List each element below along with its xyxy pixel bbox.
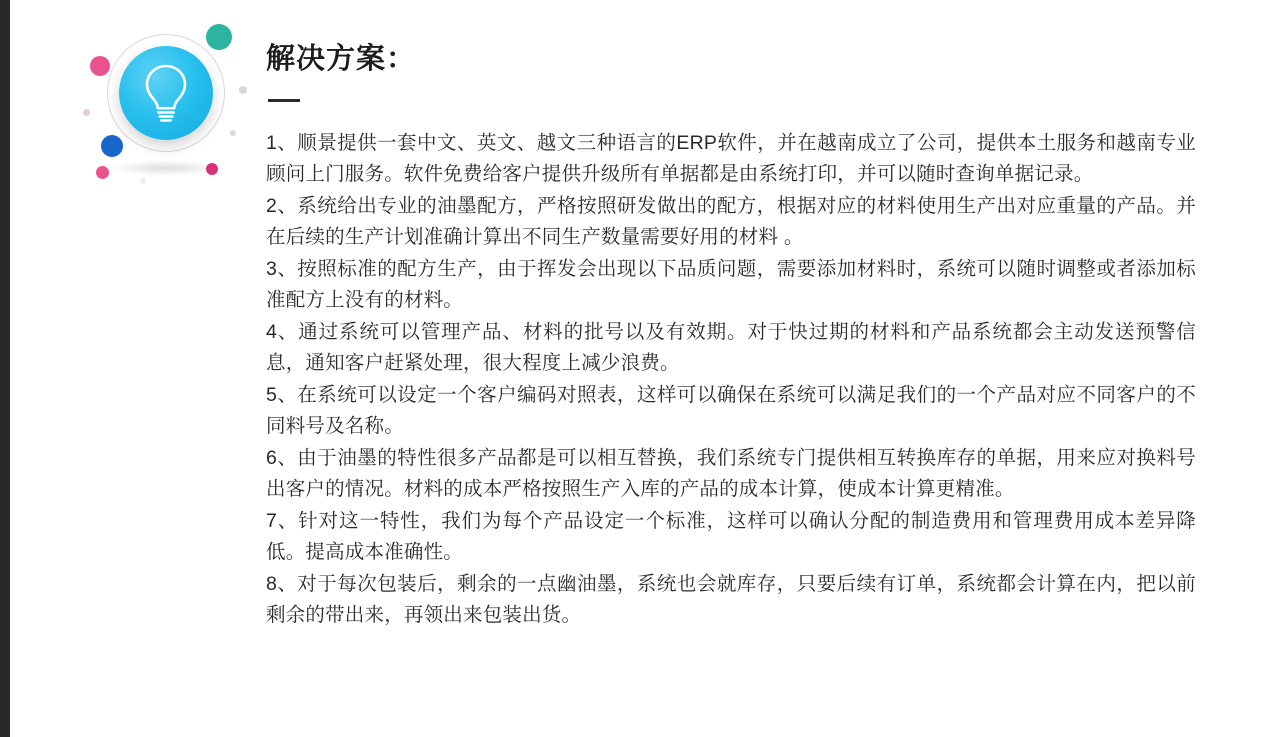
list-item: 8、对于每次包装后，剩余的一点幽油墨，系统也会就库存，只要后续有订单，系统都会计算在内，把以前剩余的带出来，再领出来包装出货。 [266, 572, 1196, 626]
list-item: 1、顺景提供一套中文、英文、越文三种语言的ERP软件，并在越南成立了公司，提供本土服务和越南专业顾问上门服务。软件免费给客户提供升级所有单据都是由系统打印，并可以随时查询单据记录。 [266, 131, 1196, 185]
list-item: 5、在系统可以设定一个客户编码对照表，这样可以确保在系统可以满足我们的一个产品对应不同客户的不同料号及名称。 [266, 383, 1196, 437]
title-underline [268, 99, 300, 102]
decorative-dot-teal [206, 24, 232, 50]
list-item: 2、系统给出专业的油墨配方，严格按照研发做出的配方，根据对应的材料使用生产出对应重量的产品。并在后续的生产计划准确计算出不同生产数量需要好用的材料 。 [266, 194, 1196, 248]
list-item: 6、由于油墨的特性很多产品都是可以相互替换，我们系统专门提供相互转换库存的单据，用来应对换料号出客户的情况。材料的成本严格按照生产入库的产品的成本计算，使成本计算更精准。 [266, 446, 1196, 500]
decorative-dot-magenta [206, 163, 218, 175]
content-column [266, 42, 1196, 632]
lightbulb-icon [119, 46, 213, 140]
decorative-dot-grey-4 [140, 178, 146, 184]
page-title: 解决方案： [266, 43, 417, 75]
decorative-dot-grey-1 [83, 109, 90, 116]
list-item: 7、针对这一特性，我们为每个产品设定一个标准，这样可以确认分配的制造费用和管理费用成本差异降低。提高成本准确性。 [266, 509, 1196, 563]
lightbulb-illustration [78, 18, 254, 184]
list-item: 3、按照标准的配方生产，由于挥发会出现以下品质问题，需要添加材料时，系统可以随时调整或者添加标准配方上没有的材料。 [266, 257, 1196, 311]
decorative-dot-pink-left [90, 56, 110, 76]
list-item: 4、通过系统可以管理产品、材料的批号以及有效期。对于快过期的材料和产品系统都会主动发送预警信息，通知客户赶紧处理，很大程度上减少浪费。 [266, 320, 1196, 374]
left-accent-bar [0, 0, 10, 737]
decorative-dot-blue [101, 135, 123, 157]
decorative-dot-pink-small [96, 166, 109, 179]
decorative-dot-grey-3 [230, 130, 236, 136]
decorative-dot-grey-2 [239, 86, 247, 94]
solution-list [266, 128, 1196, 631]
